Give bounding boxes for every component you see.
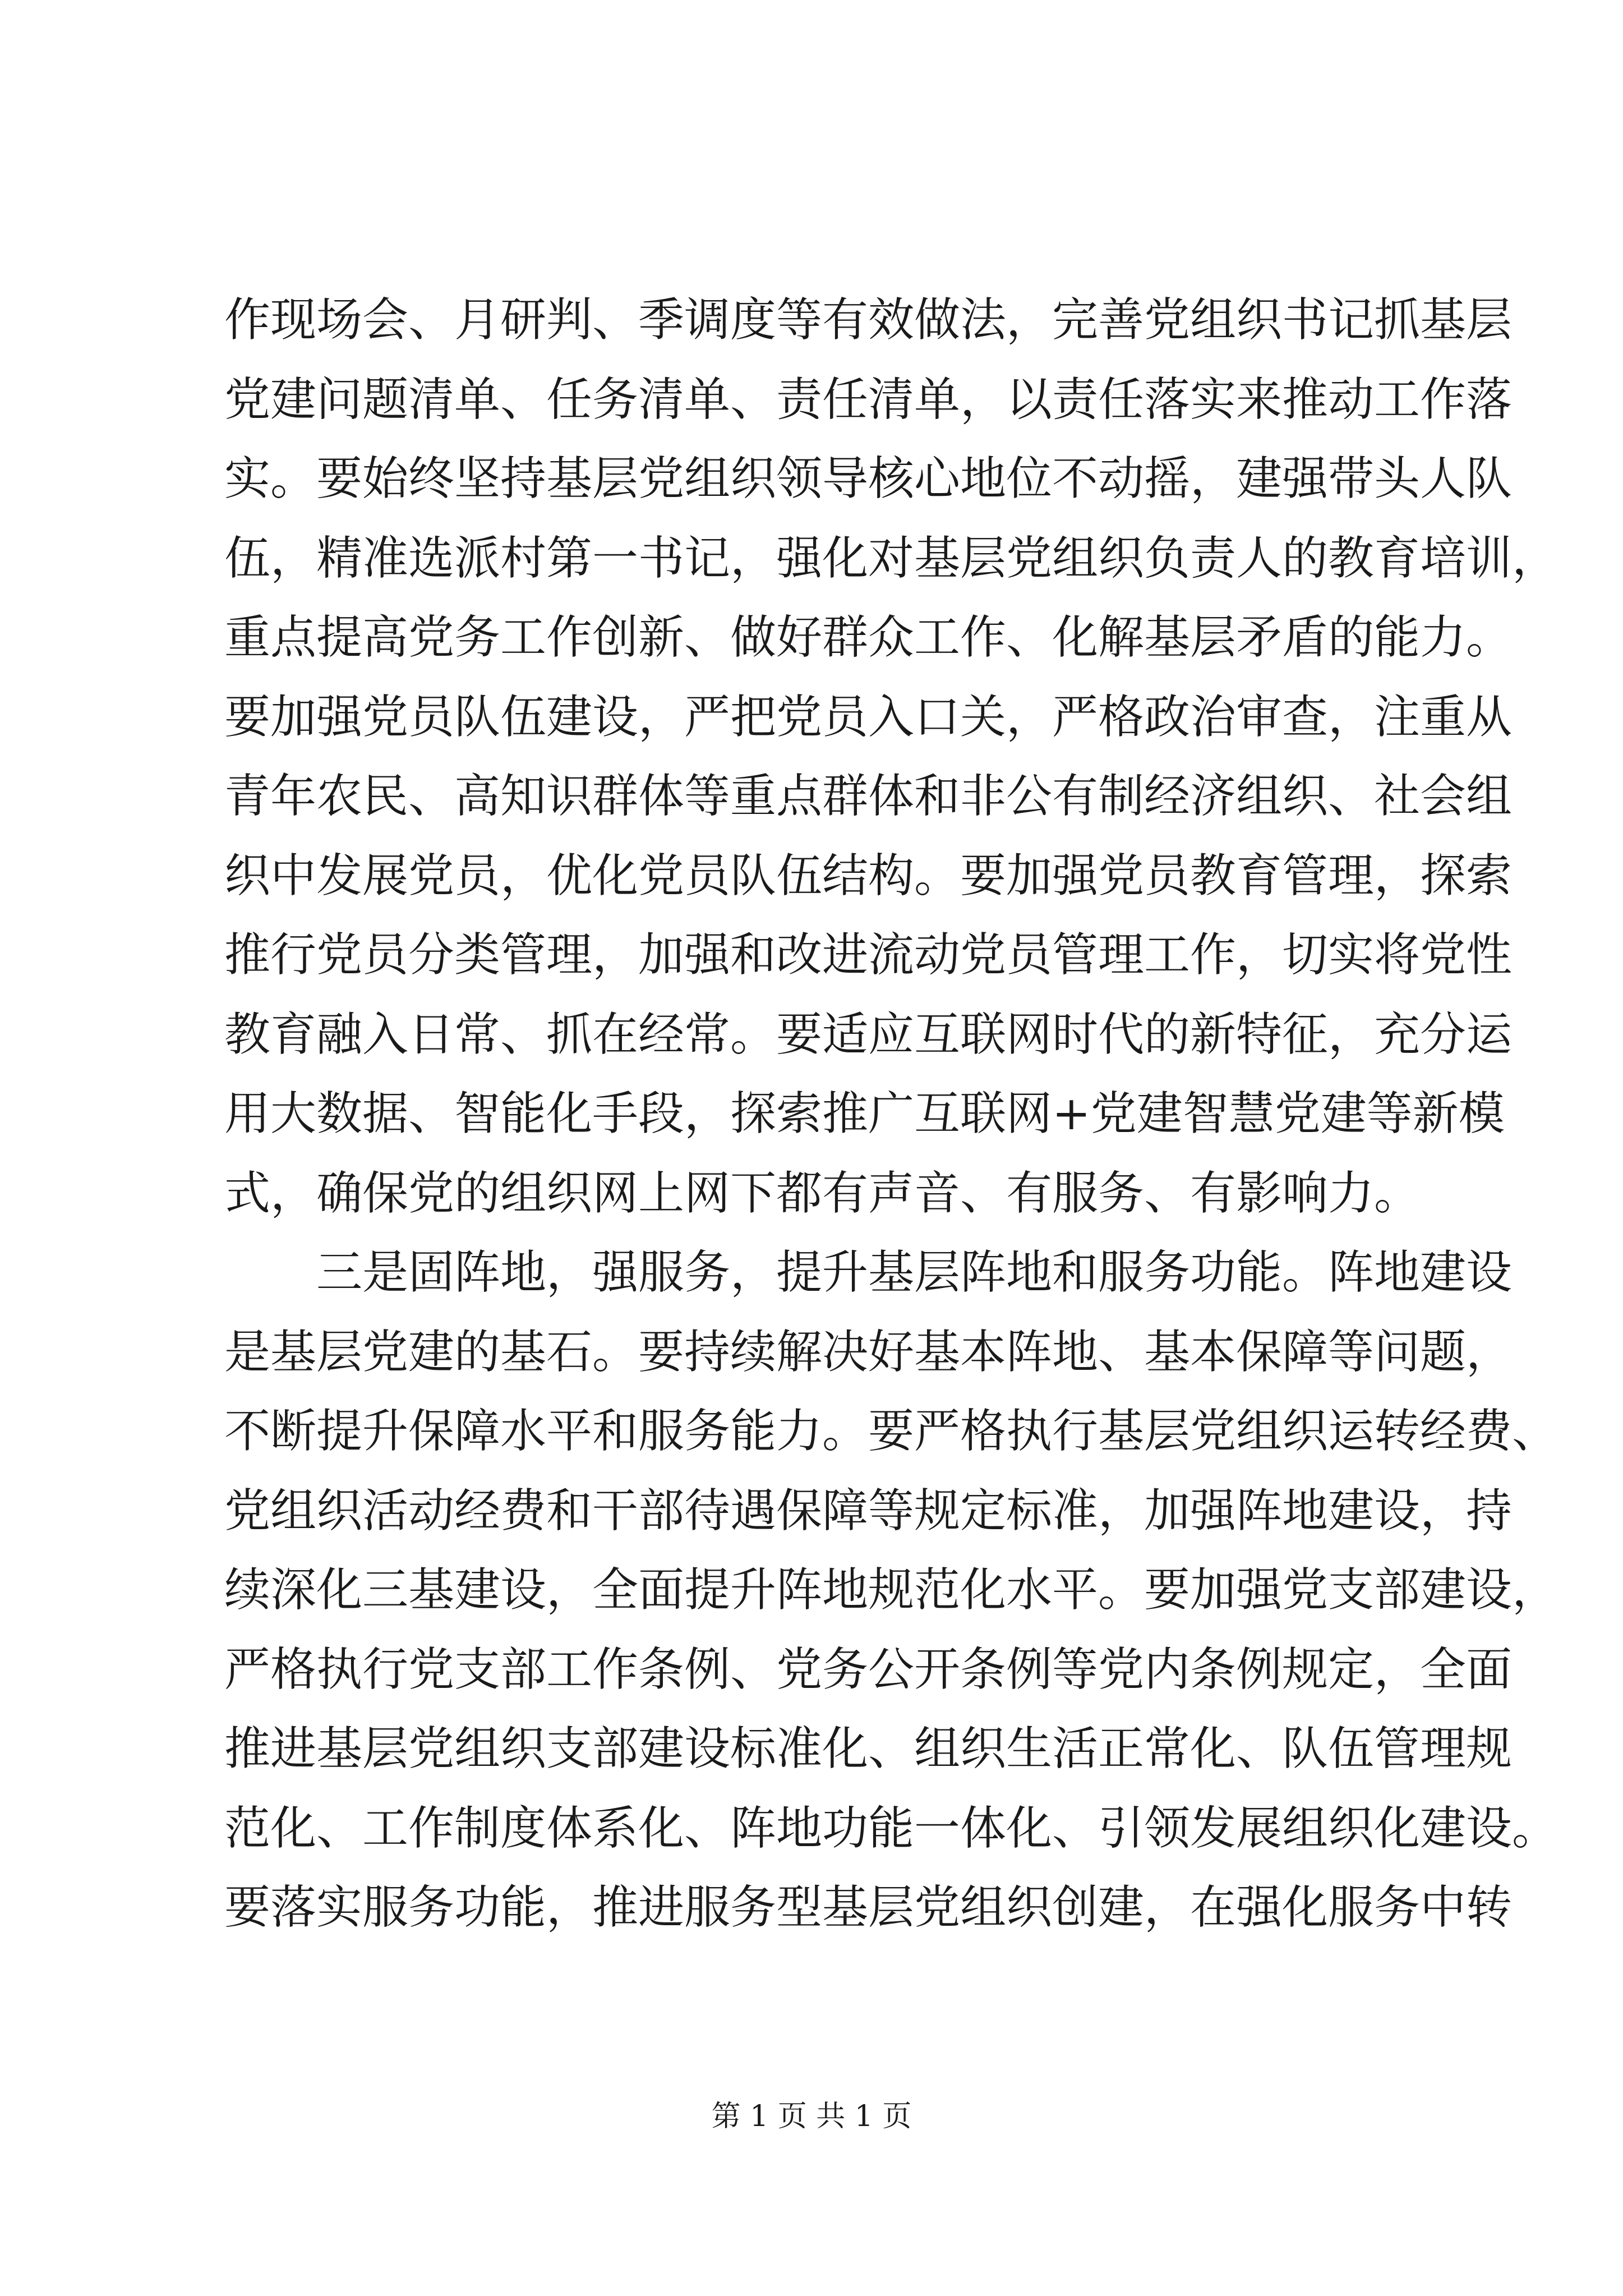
text-line: 重点提高党务工作创新、做好群众工作、化解基层矛盾的能力。 bbox=[224, 611, 1513, 664]
text-line: 党组织活动经费和干部待遇保障等规定标准，加强阵地建设，持 bbox=[224, 1484, 1513, 1538]
page-footer bbox=[0, 2097, 1623, 2136]
text-line: 伍，精准选派村第一书记，强化对基层党组织负责人的教育培训， bbox=[224, 531, 1559, 585]
text-line: 式，确保党的组织网上网下都有声音、有服务、有影响力。 bbox=[224, 1166, 1421, 1220]
text-line: 范化、工作制度体系化、阵地功能一体化、引领发展组织化建设。 bbox=[224, 1801, 1559, 1855]
body-text bbox=[224, 280, 1559, 1948]
text-line: 要落实服务功能，推进服务型基层党组织创建，在强化服务中转 bbox=[224, 1881, 1513, 1934]
text-line: 是基层党建的基石。要持续解决好基本阵地、基本保障等问题， bbox=[224, 1325, 1513, 1379]
text-line: 织中发展党员，优化党员队伍结构。要加强党员教育管理，探索 bbox=[224, 849, 1513, 903]
text-line: 严格执行党支部工作条例、党务公开条例等党内条例规定，全面 bbox=[224, 1642, 1513, 1696]
text-line: 续深化三基建设，全面提升阵地规范化水平。要加强党支部建设， bbox=[224, 1563, 1559, 1617]
page-number-label: 第 1 页 共 1 页 bbox=[711, 2100, 912, 2133]
text-line: 推进基层党组织支部建设标准化、组织生活正常化、队伍管理规 bbox=[224, 1722, 1513, 1775]
text-line: 作现场会、月研判、季调度等有效做法，完善党组织书记抓基层 bbox=[224, 293, 1513, 347]
text-line: 党建问题清单、任务清单、责任清单，以责任落实来推动工作落 bbox=[224, 372, 1513, 426]
text-line: 教育融入日常、抓在经常。要适应互联网时代的新特征，充分运 bbox=[224, 1007, 1513, 1061]
text-line: 青年农民、高知识群体等重点群体和非公有制经济组织、社会组 bbox=[224, 770, 1513, 823]
text-line: 要加强党员队伍建设，严把党员入口关，严格政治审查，注重从 bbox=[224, 690, 1513, 744]
text-line: 实。要始终坚持基层党组织领导核心地位不动摇，建强带头人队 bbox=[224, 452, 1513, 505]
text-line: 用大数据、智能化手段，探索推广互联网+党建智慧党建等新模 bbox=[224, 1087, 1505, 1140]
text-line: 推行党员分类管理，加强和改进流动党员管理工作，切实将党性 bbox=[224, 928, 1513, 982]
text-line: 不断提升保障水平和服务能力。要严格执行基层党组织运转经费、 bbox=[224, 1405, 1559, 1458]
text-line: 三是固阵地，强服务，提升基层阵地和服务功能。阵地建设 bbox=[316, 1246, 1513, 1299]
